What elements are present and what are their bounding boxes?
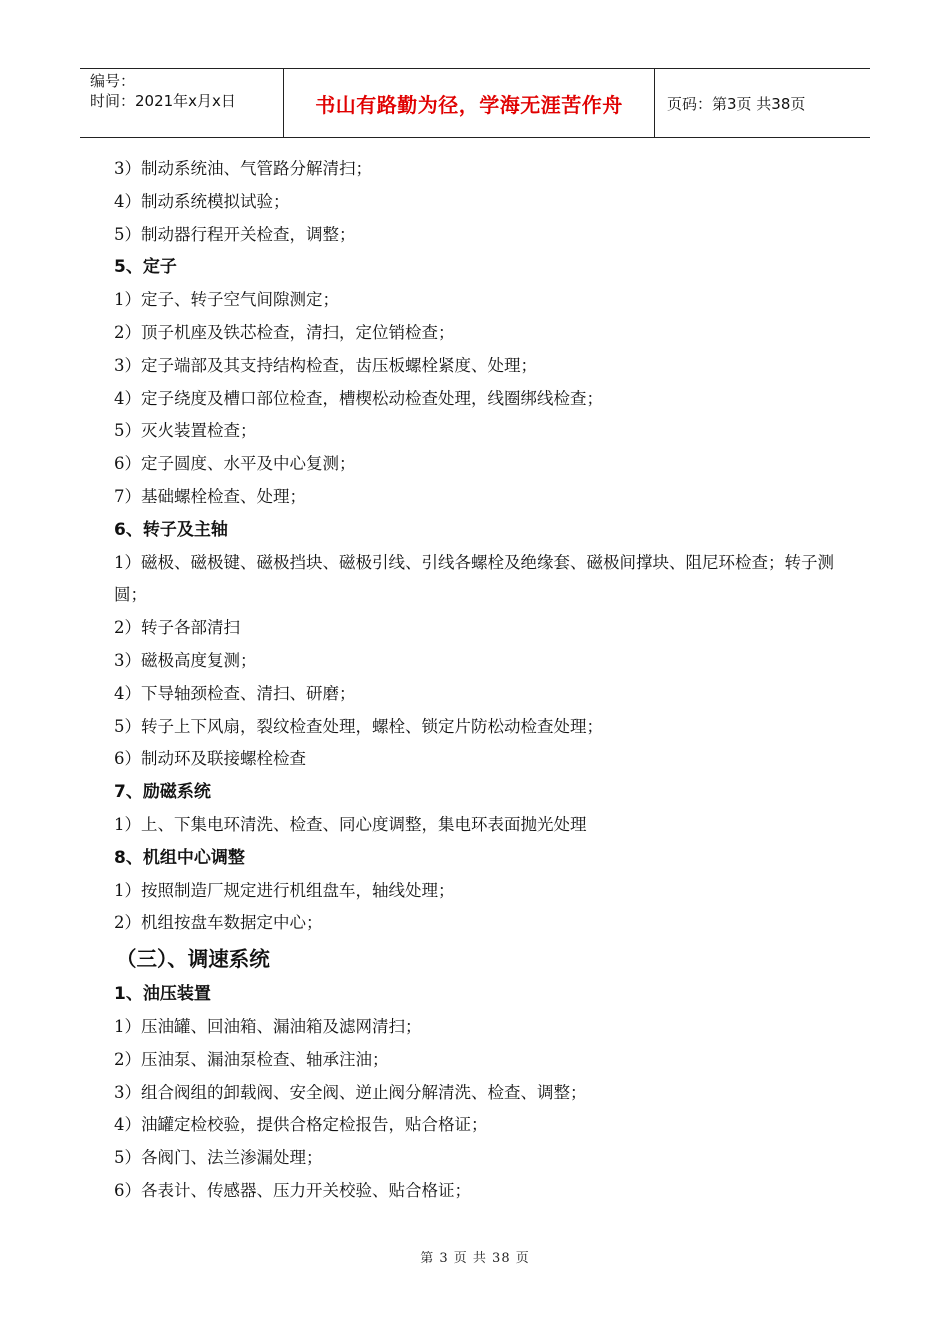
page-footer: 第 3 页 共 38 页 — [420, 1251, 530, 1266]
list-item: 1）按照制造厂规定进行机组盘车，轴线处理； — [114, 880, 455, 900]
list-item: 1）磁极、磁极键、磁极挡块、磁极引线、引线各螺栓及绝缘套、磁极间撑块、阻尼环检查；转子测圆； — [114, 552, 834, 605]
subsection-heading: 8、机组中心调整 — [114, 847, 245, 868]
date-label: 时间：2021年x月x日 — [90, 92, 236, 110]
header-page-info-cell — [655, 69, 870, 137]
list-item: 1）压油罐、回油箱、漏油箱及滤网清扫； — [114, 1016, 422, 1036]
list-item: 4）下导轴颈检查、清扫、研磨； — [114, 683, 356, 703]
list-item: 7）基础螺栓检查、处理； — [114, 486, 306, 506]
list-item: 4）油罐定检校验，提供合格定检报告，贴合格证； — [114, 1115, 488, 1135]
subsection-heading: 1、油压装置 — [114, 984, 211, 1005]
list-item: 5）灭火装置检查； — [114, 421, 257, 441]
list-item: 1）上、下集电环清洗、检查、同心度调整，集电环表面抛光处理 — [114, 814, 587, 834]
list-item: 2）压油泵、漏油泵检查、轴承注油； — [114, 1049, 389, 1069]
list-item: 5）各阀门、法兰渗漏处理； — [114, 1148, 323, 1168]
header-motto-cell — [283, 69, 655, 137]
list-item: 6）定子圆度、水平及中心复测； — [114, 454, 356, 474]
document-body — [114, 153, 844, 1208]
number-label: 编号： — [90, 72, 136, 90]
list-item: 2）转子各部清扫 — [114, 618, 240, 638]
list-item: 4）制动系统模拟试验； — [114, 191, 290, 211]
subsection-heading: 5、定子 — [114, 257, 177, 278]
list-item: 6）各表计、传感器、压力开关校验、贴合格证； — [114, 1180, 471, 1200]
header-meta — [80, 69, 283, 137]
list-item: 5）转子上下风扇，裂纹检查处理，螺栓、锁定片防松动检查处理； — [114, 716, 603, 736]
list-item: 3）磁极高度复测； — [114, 650, 257, 670]
subsection-heading: 6、转子及主轴 — [114, 519, 228, 540]
document-header — [80, 68, 870, 138]
list-item: 1）定子、转子空气间隙测定； — [114, 290, 339, 310]
list-item: 3）组合阀组的卸载阀、安全阀、逆止阀分解清洗、检查、调整； — [114, 1082, 587, 1102]
list-item: 2）机组按盘车数据定中心； — [114, 913, 323, 933]
list-item: 5）制动器行程开关检查，调整； — [114, 224, 356, 244]
header-motto: 书山有路勤为径，学海无涯苦作舟 — [315, 92, 623, 117]
section-heading: （三）、调速系统 — [116, 947, 270, 972]
list-item: 3）定子端部及其支持结构检查，齿压板螺栓紧度、处理； — [114, 355, 537, 375]
header-page-info: 页码：第3页 共38页 — [667, 94, 806, 113]
list-item: 6）制动环及联接螺栓检查 — [114, 749, 306, 769]
subsection-heading: 7、励磁系统 — [114, 782, 211, 803]
list-item: 3）制动系统油、气管路分解清扫； — [114, 159, 372, 178]
list-item: 2）顶子机座及铁芯检查，清扫，定位销检查； — [114, 322, 455, 342]
list-item: 4）定子绕度及槽口部位检查，槽楔松动检查处理，线圈绑线检查； — [114, 388, 603, 408]
